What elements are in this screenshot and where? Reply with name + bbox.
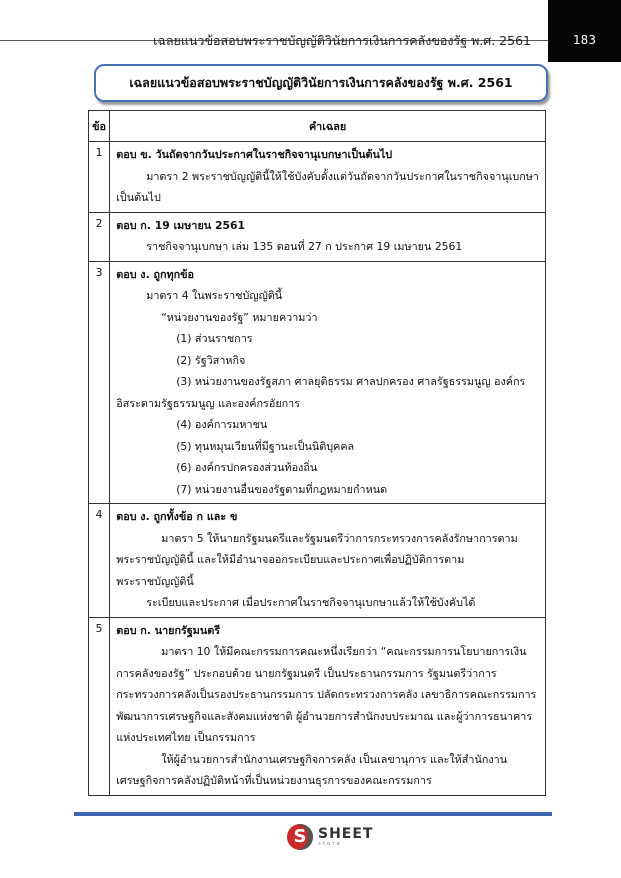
section-title-box — [94, 64, 548, 102]
answer-text-line: (6) องค์กรปกครองส่วนท้องถิ่น — [176, 461, 318, 474]
logo-word: SHEET — [318, 825, 374, 842]
answer-text-line: การคลังของรัฐ” ประกอบด้วย นายกรัฐมนตรี เป็นประธานกรรมการ รัฐมนตรีว่าการ — [116, 666, 497, 680]
answer-text-line: มาตรา 2 พระราชบัญญัตินี้ให้ใช้บังคับตั้งแต่วันถัดจากวันประกาศในราชกิจจานุเบกษา — [146, 169, 539, 183]
answer-text-line: (1) ส่วนราชการ — [176, 332, 253, 345]
table-row — [89, 617, 546, 795]
answer-cell — [110, 504, 546, 618]
column-header-no: ข้อ — [89, 111, 110, 142]
question-number: 5 — [89, 617, 110, 795]
answer-text-line: มาตรา 10 ให้มีคณะกรรมการคณะหนึ่งเรียกว่า “คณะกรรมการนโยบายการเงิน — [161, 645, 527, 658]
question-number: 3 — [89, 261, 110, 504]
answer-table — [88, 110, 546, 796]
answer-text-line: (4) องค์การมหาชน — [176, 418, 268, 431]
answer-text-line: พระราชบัญญัตินี้ และให้มีอำนาจออกระเบียบและประกาศเพื่อปฏิบัติการตาม — [116, 553, 465, 566]
answer-choice: ตอบ ง. ถูกทุกข้อ — [116, 267, 195, 281]
answer-cell — [110, 212, 546, 261]
answer-text-line: อิสระตามรัฐธรรมนูญ และองค์กรอัยการ — [116, 396, 301, 410]
section-title: เฉลยแนวข้อสอบพระราชบัญญัติวินัยการเงินการคลังของรัฐ พ.ศ. 2561 — [129, 75, 513, 90]
logo-s-icon: S — [287, 824, 313, 850]
logo-wordmark — [318, 827, 373, 848]
answer-text-line: มาตรา 4 ในพระราชบัญญัตินี้ — [146, 289, 283, 302]
footer-rule — [74, 812, 552, 816]
answer-text-line: ราชกิจจานุเบกษา เล่ม 135 ตอนที่ 27 ก ประกาศ 19 เมษายน 2561 — [146, 240, 463, 253]
answer-text-line: พระราชบัญญัตินี้ — [116, 574, 194, 588]
page-number-badge: 183 — [548, 0, 621, 62]
answer-text-line: “หน่วยงานของรัฐ” หมายความว่า — [161, 310, 318, 324]
answer-text-line: พัฒนาการเศรษฐกิจและสังคมแห่งชาติ ผู้อำนวยการสำนักงบประมาณ และผู้ว่าการธนาคาร — [116, 709, 533, 723]
logo-subword: store — [318, 840, 342, 847]
answer-text-line: ให้ผู้อำนวยการสำนักงานเศรษฐกิจการคลัง เป็นเลขานุการ และให้สำนักงาน — [161, 752, 508, 766]
answer-text-line: เป็นต้นไป — [116, 191, 161, 204]
answer-cell — [110, 142, 546, 213]
table-row — [89, 504, 546, 618]
answer-text-line: เศรษฐกิจการคลังปฏิบัติหน้าที่เป็นหน่วยงานธุรการของคณะกรรมการ — [116, 774, 432, 787]
answer-choice: ตอบ ข. วันถัดจากวันประกาศในราชกิจจานุเบกษาเป็นต้นไป — [116, 148, 393, 161]
answer-choice: ตอบ ก. นายกรัฐมนตรี — [116, 623, 221, 637]
answer-text-line: (3) หน่วยงานของรัฐสภา ศาลยุติธรรม ศาลปกครอง ศาลรัฐธรรมนูญ องค์กร — [176, 375, 526, 388]
answer-cell — [110, 617, 546, 795]
answer-text-line: ระเบียบและประกาศ เมื่อประกาศในราชกิจจานุเบกษาแล้วให้ใช้บังคับได้ — [146, 596, 476, 609]
running-header-title: เฉลยแนวข้อสอบพระราชบัญญัติวินัยการเงินการคลังของรัฐ พ.ศ. 2561 — [153, 33, 531, 48]
answer-text-line: มาตรา 5 ให้นายกรัฐมนตรีและรัฐมนตรีว่าการกระทรวงการคลังรักษาการตาม — [161, 531, 518, 545]
answer-choice: ตอบ ง. ถูกทั้งข้อ ก และ ข — [116, 510, 238, 523]
column-header-answer: คำเฉลย — [110, 111, 546, 142]
answer-choice: ตอบ ก. 19 เมษายน 2561 — [116, 218, 245, 232]
sheetstore-logo — [287, 824, 373, 850]
answer-text-line: (2) รัฐวิสาหกิจ — [176, 353, 246, 367]
answer-text-line: กระทรวงการคลังเป็นรองประธานกรรมการ ปลัดกระทรวงการคลัง เลขาธิการคณะกรรมการ — [116, 688, 537, 701]
answer-text-line: (5) ทุนหมุนเวียนที่มีฐานะเป็นนิติบุคคล — [176, 439, 355, 453]
table-row — [89, 142, 546, 213]
table-row — [89, 261, 546, 504]
table-header-row — [89, 111, 546, 142]
answer-cell — [110, 261, 546, 504]
question-number: 1 — [89, 142, 110, 213]
table-row — [89, 212, 546, 261]
question-number: 2 — [89, 212, 110, 261]
answer-text-line: (7) หน่วยงานอื่นของรัฐตามที่กฎหมายกำหนด — [176, 482, 388, 496]
answer-text-line: แห่งประเทศไทย เป็นกรรมการ — [116, 731, 256, 744]
question-number: 4 — [89, 504, 110, 618]
